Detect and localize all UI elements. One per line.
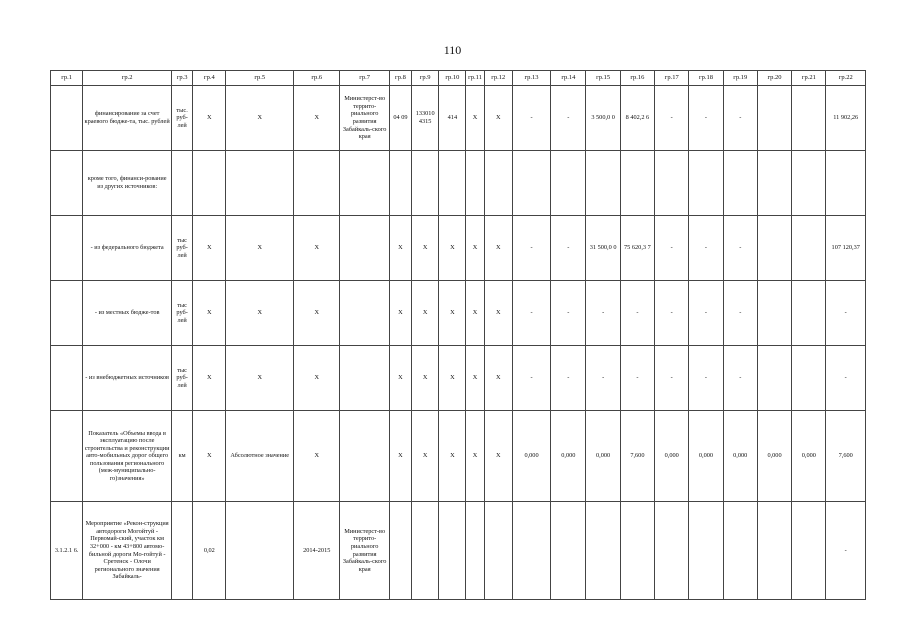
header-cell-14: гр.14 <box>551 71 586 86</box>
table-cell <box>757 151 791 216</box>
table-cell: Х <box>412 281 439 346</box>
table-cell <box>51 151 83 216</box>
table-cell <box>389 502 411 600</box>
table-cell: 0,000 <box>586 411 620 502</box>
table-cell: 8 402,2 6 <box>620 86 654 151</box>
table-cell: Х <box>439 281 466 346</box>
table-cell <box>757 346 791 411</box>
table-cell: Х <box>466 281 484 346</box>
table-cell <box>484 151 512 216</box>
table-cell: - из внебюджетных источников <box>83 346 172 411</box>
table-row <box>51 502 866 600</box>
table-cell: 3 500,0 0 <box>586 86 620 151</box>
table-cell: - <box>620 346 654 411</box>
table-cell: 11 902,26 <box>826 86 866 151</box>
table-cell: - <box>655 216 689 281</box>
table-cell: Х <box>226 216 294 281</box>
table-cell: кроме того, финанси-рование из других источников: <box>83 151 172 216</box>
table-cell <box>655 151 689 216</box>
table-cell <box>757 216 791 281</box>
table-cell: 7,600 <box>620 411 654 502</box>
table-cell: Х <box>484 86 512 151</box>
table-cell <box>757 502 791 600</box>
header-cell-8: гр.8 <box>389 71 411 86</box>
table-cell: Х <box>484 216 512 281</box>
table-cell <box>586 502 620 600</box>
table-cell: Абсолютное значение <box>226 411 294 502</box>
table-cell: - <box>655 346 689 411</box>
table-cell: 75 620,3 7 <box>620 216 654 281</box>
table-cell: - <box>551 86 586 151</box>
table-cell: 0,000 <box>792 411 826 502</box>
table-cell: 0,000 <box>551 411 586 502</box>
table-cell <box>412 151 439 216</box>
table-cell: Х <box>193 86 226 151</box>
table-cell: - <box>689 216 723 281</box>
table-cell: - <box>551 216 586 281</box>
table-cell <box>655 502 689 600</box>
table-cell: - <box>689 86 723 151</box>
table-cell <box>466 151 484 216</box>
table-cell: - <box>689 346 723 411</box>
table-cell: - <box>723 346 757 411</box>
table-cell <box>340 346 389 411</box>
table-cell <box>226 151 294 216</box>
table-cell: - <box>826 502 866 600</box>
table-cell <box>723 151 757 216</box>
table-cell: Х <box>193 281 226 346</box>
header-cell-3: гр.3 <box>172 71 193 86</box>
table-cell: 7,600 <box>826 411 866 502</box>
table-cell: Министерст-во террито-риального развития Забайкаль-ского края <box>340 502 389 600</box>
table-cell <box>792 502 826 600</box>
table-cell: 0,000 <box>512 411 550 502</box>
table-cell <box>439 502 466 600</box>
table-cell: Х <box>294 411 340 502</box>
table-cell: Х <box>294 216 340 281</box>
table-cell <box>51 86 83 151</box>
table-cell: Х <box>389 281 411 346</box>
table-cell <box>340 216 389 281</box>
table-cell: Х <box>466 411 484 502</box>
header-cell-20: гр.20 <box>757 71 791 86</box>
table-cell <box>792 216 826 281</box>
table-cell: Х <box>193 411 226 502</box>
table-cell: Х <box>439 346 466 411</box>
table-cell: - <box>723 86 757 151</box>
table-cell: финансирование за счет краевого бюдже-та, тыс. рублей <box>83 86 172 151</box>
table-cell <box>51 216 83 281</box>
header-cell-7: гр.7 <box>340 71 389 86</box>
table-cell: Х <box>389 346 411 411</box>
table-cell <box>512 151 550 216</box>
table-cell: Х <box>226 346 294 411</box>
table-cell: - <box>723 216 757 281</box>
table-cell: 107 120,37 <box>826 216 866 281</box>
budget-table <box>50 70 866 600</box>
table-cell: Х <box>226 86 294 151</box>
table-cell: 2014-2015 <box>294 502 340 600</box>
table-cell: Х <box>226 281 294 346</box>
table-cell <box>389 151 411 216</box>
table-cell: - <box>620 281 654 346</box>
table-cell <box>792 346 826 411</box>
header-cell-21: гр.21 <box>792 71 826 86</box>
table-cell: - <box>551 281 586 346</box>
header-cell-2: гр.2 <box>83 71 172 86</box>
table-cell <box>826 151 866 216</box>
table-cell: Х <box>412 216 439 281</box>
table-cell: - <box>826 346 866 411</box>
table-cell: тыс. руб-лей <box>172 86 193 151</box>
table-row <box>51 281 866 346</box>
table-cell <box>340 411 389 502</box>
table-cell: - <box>586 346 620 411</box>
table-cell <box>340 281 389 346</box>
table-row <box>51 411 866 502</box>
table-row <box>51 86 866 151</box>
header-cell-4: гр.4 <box>193 71 226 86</box>
table-cell <box>620 502 654 600</box>
table-cell <box>412 502 439 600</box>
table-row <box>51 216 866 281</box>
table-cell: 31 500,0 0 <box>586 216 620 281</box>
header-cell-12: гр.12 <box>484 71 512 86</box>
table-cell: км <box>172 411 193 502</box>
table-cell: Х <box>389 216 411 281</box>
table-cell: 0,000 <box>689 411 723 502</box>
table-cell <box>172 502 193 600</box>
table-cell: 0,000 <box>757 411 791 502</box>
table-cell: - <box>723 281 757 346</box>
table-cell <box>484 502 512 600</box>
header-cell-1: гр.1 <box>51 71 83 86</box>
table-cell <box>689 151 723 216</box>
header-cell-5: гр.5 <box>226 71 294 86</box>
page-number: 110 <box>443 43 462 57</box>
table-cell: 0,000 <box>723 411 757 502</box>
table-cell: Х <box>466 216 484 281</box>
table-cell: - из федерального бюджета <box>83 216 172 281</box>
table-cell <box>792 151 826 216</box>
table-cell: Х <box>439 411 466 502</box>
header-cell-16: гр.16 <box>620 71 654 86</box>
table-cell: Х <box>294 346 340 411</box>
table-cell <box>439 151 466 216</box>
header-cell-18: гр.18 <box>689 71 723 86</box>
header-cell-19: гр.19 <box>723 71 757 86</box>
table-cell: Х <box>466 86 484 151</box>
table-cell: тыс руб-лей <box>172 346 193 411</box>
table-cell: Х <box>412 346 439 411</box>
table-cell: - <box>826 281 866 346</box>
header-cell-17: гр.17 <box>655 71 689 86</box>
table-cell: - <box>586 281 620 346</box>
table-cell: Мероприятие «Рекон-струкция автодороги Могойтуй - Первомай-ский, участок км 32+000 - км 43+800 автомо-бильной дороги Мо-гойтуй - Сретенск - Олочи регионального значения Забайкаль- <box>83 502 172 600</box>
table-cell: - <box>689 281 723 346</box>
table-cell: 0,02 <box>193 502 226 600</box>
table-row <box>51 346 866 411</box>
table-cell <box>620 151 654 216</box>
table-cell <box>512 502 550 600</box>
table-cell: тыс руб-лей <box>172 281 193 346</box>
table-cell <box>689 502 723 600</box>
table-cell: Министерст-во террито-риального развития Забайкаль-ского края <box>340 86 389 151</box>
table-cell: Х <box>389 411 411 502</box>
header-cell-22: гр.22 <box>826 71 866 86</box>
table-cell: 133010 4315 <box>412 86 439 151</box>
table-cell: Х <box>439 216 466 281</box>
table-cell: Х <box>412 411 439 502</box>
table-cell: - <box>512 346 550 411</box>
table-cell: Х <box>484 281 512 346</box>
table-cell: - <box>551 346 586 411</box>
table-cell <box>723 502 757 600</box>
table-cell <box>792 281 826 346</box>
table-cell <box>551 502 586 600</box>
table-cell: 04 09 <box>389 86 411 151</box>
table-cell: - из местных бюдже-тов <box>83 281 172 346</box>
table-cell: 3.1.2.1 6. <box>51 502 83 600</box>
header-row <box>51 71 866 86</box>
table-cell <box>757 86 791 151</box>
header-cell-10: гр.10 <box>439 71 466 86</box>
table-cell: тыс руб-лей <box>172 216 193 281</box>
table-cell: Х <box>193 216 226 281</box>
table-cell <box>792 86 826 151</box>
table-cell <box>551 151 586 216</box>
table-row <box>51 151 866 216</box>
table-cell: - <box>655 281 689 346</box>
table-cell: Х <box>193 346 226 411</box>
table-cell: Х <box>484 346 512 411</box>
table-cell: Х <box>294 281 340 346</box>
table-cell <box>757 281 791 346</box>
header-cell-6: гр.6 <box>294 71 340 86</box>
header-cell-9: гр.9 <box>412 71 439 86</box>
header-cell-15: гр.15 <box>586 71 620 86</box>
header-cell-11: гр.11 <box>466 71 484 86</box>
table-cell <box>172 151 193 216</box>
table-cell: Показатель «Объемы ввода в эксплуатацию после строительства и реконструкции авто-мобильных дорог общего пользования регионального (меж-муниципально-го)значения» <box>83 411 172 502</box>
table-cell <box>294 151 340 216</box>
table-cell: Х <box>484 411 512 502</box>
table-cell <box>51 346 83 411</box>
table-cell: - <box>512 281 550 346</box>
header-cell-13: гр.13 <box>512 71 550 86</box>
table-cell: 414 <box>439 86 466 151</box>
table-cell: Х <box>466 346 484 411</box>
table-cell: - <box>512 86 550 151</box>
table-cell: - <box>512 216 550 281</box>
table-cell: Х <box>294 86 340 151</box>
table-cell <box>51 411 83 502</box>
table-cell <box>466 502 484 600</box>
table-cell: - <box>655 86 689 151</box>
table-cell <box>226 502 294 600</box>
table-cell <box>340 151 389 216</box>
table-cell <box>51 281 83 346</box>
table-cell <box>586 151 620 216</box>
table-cell <box>193 151 226 216</box>
table-cell: 0,000 <box>655 411 689 502</box>
